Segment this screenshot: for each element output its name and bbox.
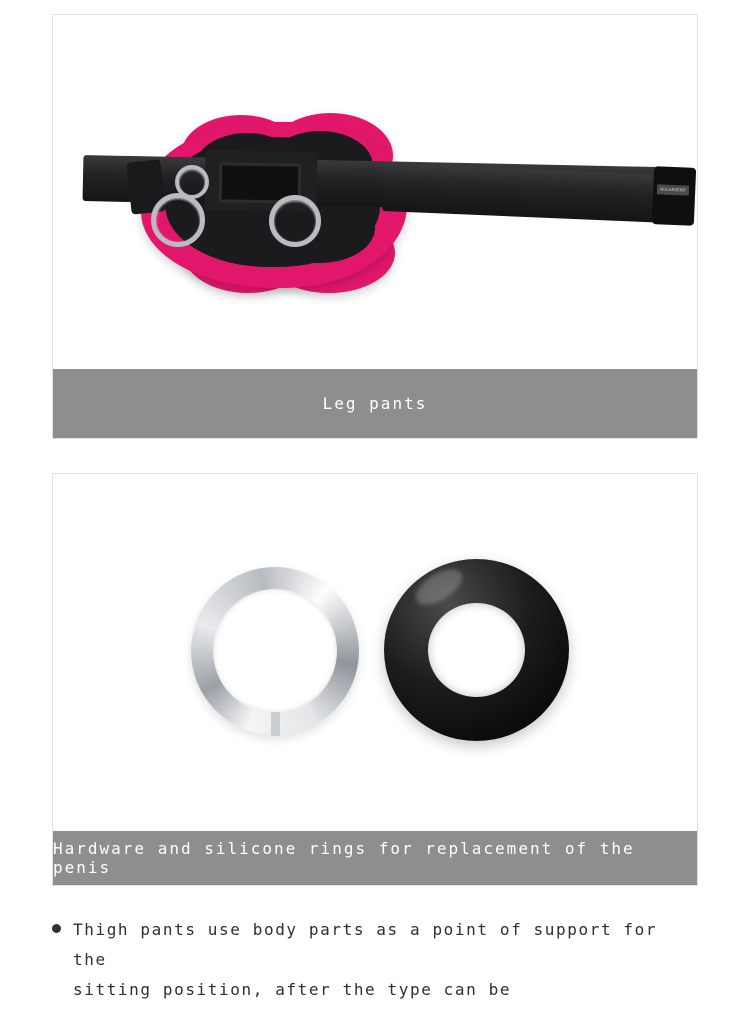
product-card-leg-pants (52, 14, 698, 439)
metal-o-ring (191, 567, 359, 735)
product-photo-rings (53, 474, 697, 831)
product-card-rings (52, 473, 698, 886)
bullet-dot-icon (52, 924, 61, 933)
bullet-line-1: Thigh pants use body parts as a point of support for the (73, 920, 658, 969)
bullet-text (73, 915, 698, 1005)
d-ring (151, 193, 205, 247)
d-ring (269, 195, 321, 247)
product-photo-leg-pants (53, 15, 697, 369)
silicone-ring (384, 559, 569, 741)
caption-rings: Hardware and silicone rings for replacement of the penis (53, 831, 697, 885)
caption-leg-pants: Leg pants (53, 369, 697, 438)
webbing-strap-end (652, 166, 696, 226)
rings-illustration (53, 474, 697, 831)
leg-strap-illustration (53, 15, 697, 369)
bullet-line-2: sitting position, after the type can be (73, 980, 512, 999)
d-ring (175, 165, 209, 199)
metal-ring-seam (271, 712, 280, 736)
description-bullet (52, 915, 698, 1005)
brand-tag: NOLANSEND (657, 184, 689, 195)
